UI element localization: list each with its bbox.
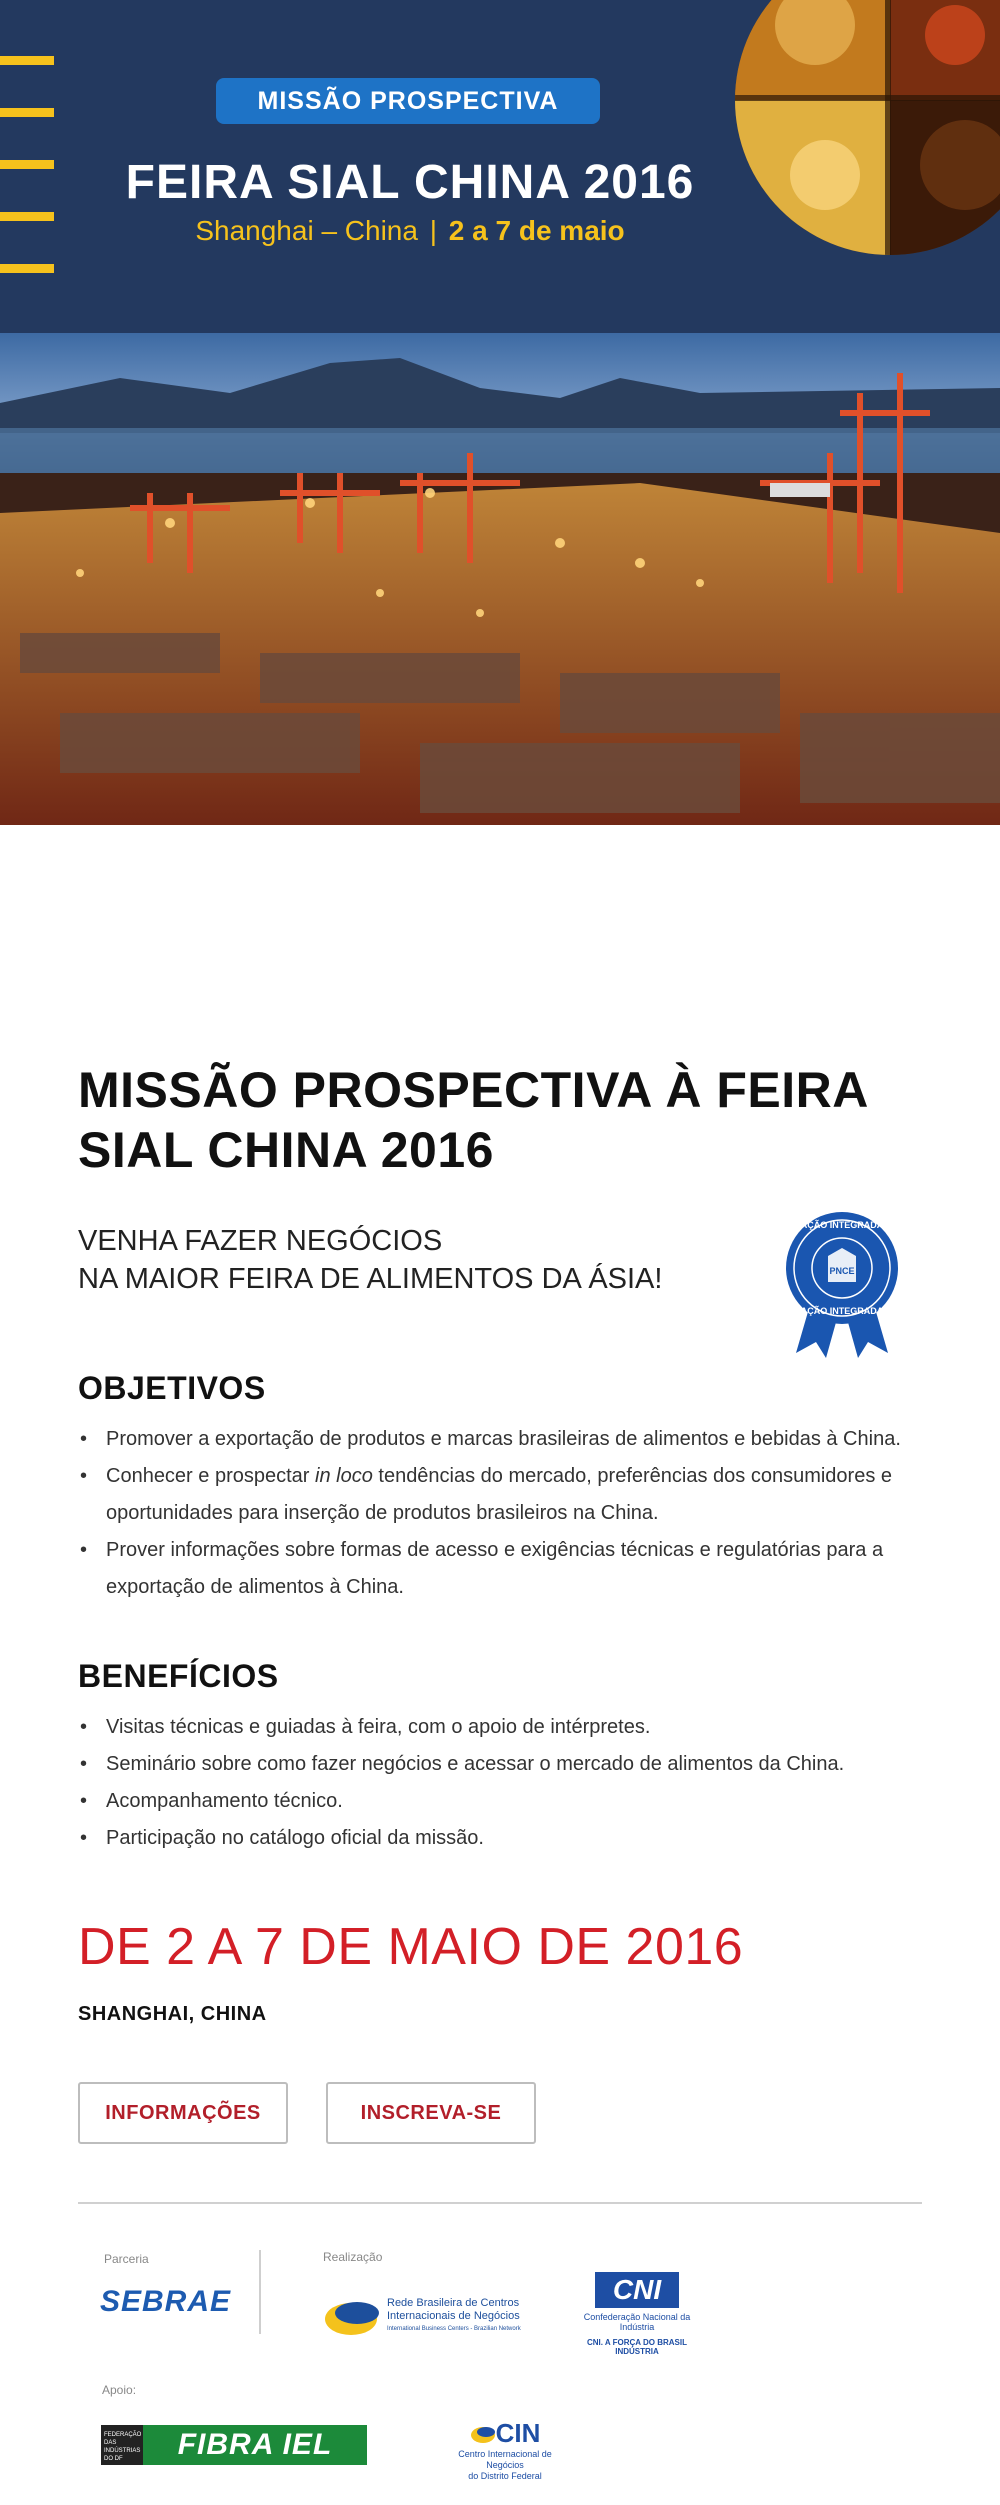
- list-item: • Seminário sobre como fazer negócios e acessar o mercado de alimentos da China.: [78, 1746, 928, 1783]
- tagline-line2: NA MAIOR FEIRA DE ALIMENTOS DA ÁSIA!: [78, 1263, 663, 1295]
- rbcin-swoosh-icon: [323, 2295, 383, 2339]
- list-item: • Acompanhamento técnico.: [78, 1783, 928, 1820]
- list-item: • Promover a exportação de produtos e marcas brasileiras de alimentos e bebidas à China.: [78, 1421, 928, 1458]
- apoio-label: Apoio:: [102, 2383, 137, 2397]
- cin-logo: [440, 2418, 570, 2482]
- cin-name: Centro Internacional de Negócios do Distrito Federal: [458, 2449, 552, 2481]
- hero-banner: [0, 0, 1000, 333]
- tagline-line1: VENHA FAZER NEGÓCIOS: [78, 1225, 443, 1257]
- realizacao-label: Realização: [323, 2250, 383, 2264]
- objetivos-title: OBJETIVOS: [78, 1370, 266, 1406]
- seal-text-bottom: AÇÃO INTEGRADA: [800, 1306, 884, 1316]
- hero-subtitle: [40, 215, 780, 247]
- fibra-mark: FEDERAÇÃO DAS INDÚSTRIAS DO DF: [101, 2425, 143, 2465]
- event-place: SHANGHAI, CHINA: [78, 2003, 267, 2025]
- acao-integrada-seal-icon: [782, 1208, 902, 1358]
- footer-divider: [78, 2202, 922, 2204]
- action-buttons: [78, 2082, 928, 2144]
- cni-name: Confederação Nacional da Indústria: [583, 2312, 691, 2332]
- fibra-wordmark: FIBRA IEL: [143, 2425, 367, 2465]
- list-item: • Visitas técnicas e guiadas à feira, com o apoio de intérpretes.: [78, 1709, 928, 1746]
- cni-logo: [572, 2272, 702, 2356]
- rbcin-text: Rede Brasileira de Centros Internacionais de Negócios International Business Centers - Brazilian Network: [387, 2297, 521, 2332]
- seal-text-top: AÇÃO INTEGRADA: [800, 1220, 884, 1230]
- partner-logos: [0, 2240, 1000, 2505]
- parceria-label: Parceria: [104, 2252, 149, 2266]
- page-title-line2: SIAL CHINA 2016: [78, 1122, 494, 1178]
- cin-swoosh-icon: [470, 2424, 496, 2444]
- beneficios-list: [78, 1709, 928, 1857]
- cni-mark: CNI: [595, 2272, 679, 2308]
- rbcin-logo: [323, 2295, 523, 2339]
- hero-place: Shanghai – China: [195, 215, 418, 246]
- info-button[interactable]: INFORMAÇÕES: [78, 2082, 288, 2144]
- list-item: • Participação no catálogo oficial da missão.: [78, 1820, 928, 1857]
- sebrae-logo: SEBRAE: [100, 2285, 232, 2318]
- hero-separator: |: [429, 215, 438, 246]
- page-title-line1: MISSÃO PROSPECTIVA À FEIRA: [78, 1062, 869, 1118]
- main-content: [78, 1060, 928, 2204]
- hero-date: 2 a 7 de maio: [448, 215, 625, 246]
- signup-button[interactable]: INSCREVA-SE: [326, 2082, 536, 2144]
- cin-wordmark: CIN: [440, 2418, 570, 2449]
- hero-title: FEIRA SIAL CHINA 2016: [125, 156, 695, 209]
- list-item: • Prover informações sobre formas de acesso e exigências técnicas e regulatórias para a exportação de alimentos à China.: [78, 1532, 928, 1606]
- shanghai-port-photo: [0, 333, 1000, 825]
- objetivos-section: [78, 1370, 928, 1606]
- objetivos-list: [78, 1421, 928, 1606]
- fibra-iel-logo: [101, 2425, 367, 2465]
- beneficios-title: BENEFÍCIOS: [78, 1658, 279, 1694]
- beneficios-section: [78, 1658, 928, 1857]
- mission-badge: MISSÃO PROSPECTIVA: [216, 78, 600, 124]
- seal-center-text: PNCE: [829, 1266, 855, 1276]
- logo-divider: [259, 2250, 261, 2334]
- event-dates: DE 2 A 7 DE MAIO DE 2016: [78, 1918, 744, 1976]
- cni-slogan: CNI. A FORÇA DO BRASIL INDÚSTRIA: [587, 2338, 687, 2356]
- page-title: [78, 1060, 928, 1180]
- list-item: • Conhecer e prospectar in loco tendências do mercado, preferências dos consumidores e oportunidades para inserção de produtos brasileiros na China.: [78, 1458, 928, 1532]
